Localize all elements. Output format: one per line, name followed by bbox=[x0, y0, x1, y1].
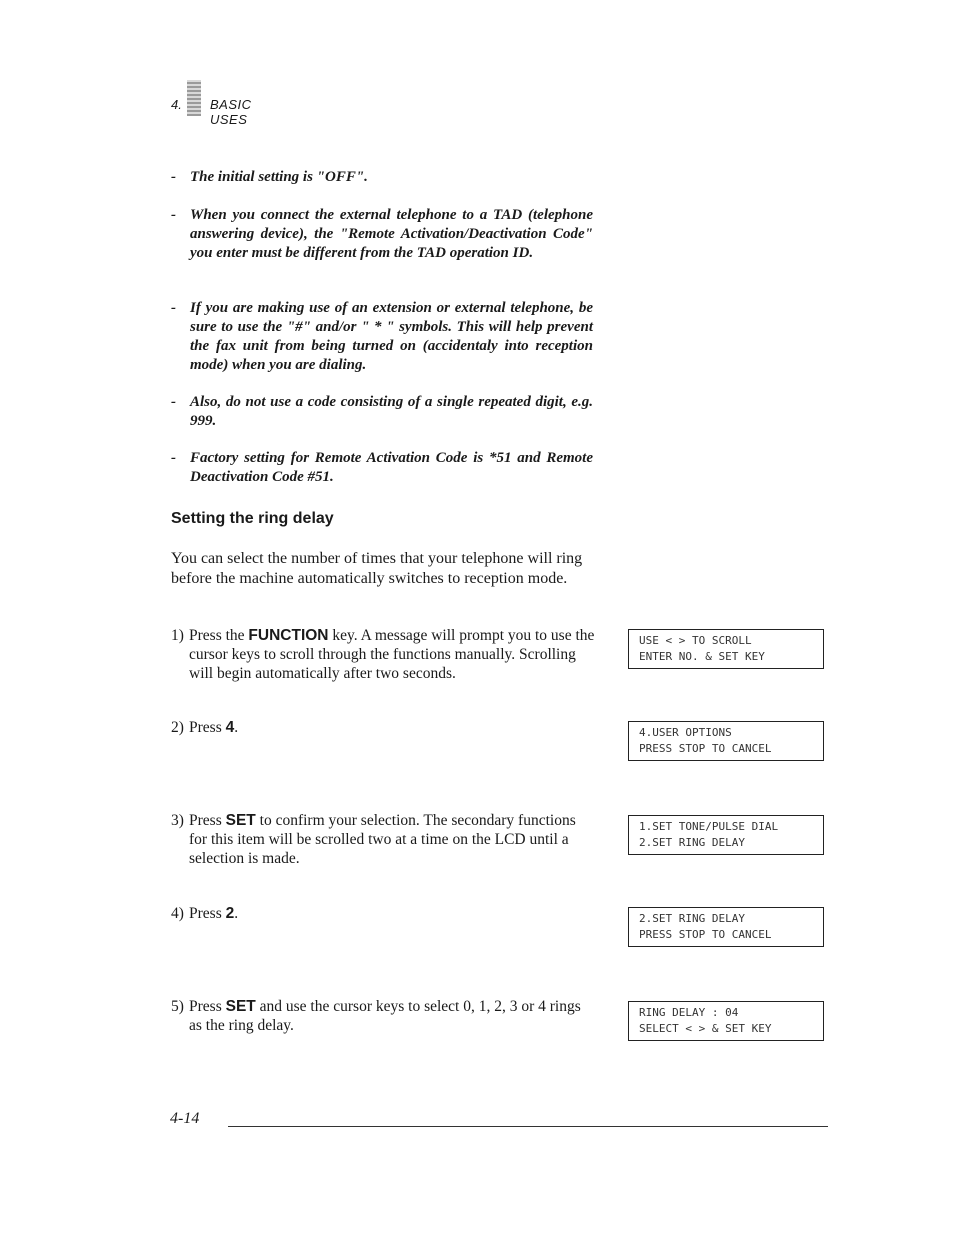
section-title: Setting the ring delay bbox=[171, 510, 334, 527]
lcd-line: USE < > TO SCROLL bbox=[639, 634, 752, 647]
note-text: Factory setting for Remote Activation Code is *51 and Remote Deactivation Code #51. bbox=[190, 450, 593, 485]
note-dash: - bbox=[171, 300, 176, 316]
note-item bbox=[171, 299, 593, 375]
lcd-display bbox=[628, 815, 824, 855]
lcd-line: 2.SET RING DELAY bbox=[639, 912, 745, 925]
key-name: 2 bbox=[225, 905, 235, 922]
note-item bbox=[171, 168, 593, 187]
lcd-line: SELECT < > & SET KEY bbox=[639, 1022, 772, 1035]
note-text: If you are making use of an extension or external telephone, be sure to use the "#" and/or " * " symbols. This will help prevent the fax unit from being turned on (accidentaly into reception mode) when you are dialing. bbox=[190, 300, 593, 373]
chapter-tab-marker bbox=[187, 80, 201, 116]
step-text: Press 2. bbox=[189, 905, 239, 922]
step-item bbox=[171, 718, 595, 737]
note-item bbox=[171, 206, 593, 263]
note-text: The initial setting is "OFF". bbox=[190, 169, 368, 185]
step-text: Press the FUNCTION key. A message will prompt you to use the cursor keys to scroll through the functions manually. Scrolling will begin automatically after two seconds. bbox=[189, 627, 595, 682]
lcd-display bbox=[628, 907, 824, 947]
chapter-number: 4. bbox=[171, 97, 182, 112]
note-dash: - bbox=[171, 207, 176, 223]
lcd-line: PRESS STOP TO CANCEL bbox=[639, 928, 772, 941]
lcd-display bbox=[628, 721, 824, 761]
note-text: Also, do not use a code consisting of a single repeated digit, e.g. 999. bbox=[190, 394, 593, 429]
step-item bbox=[171, 811, 595, 868]
note-text: When you connect the external telephone to a TAD (telephone answering device), the "Remote Activation/Deactivation Code" you enter must be different from the TAD operation ID. bbox=[190, 207, 593, 261]
footer-rule bbox=[228, 1126, 828, 1127]
key-name: SET bbox=[225, 812, 256, 829]
step-number: 2) bbox=[171, 719, 184, 736]
step-number: 3) bbox=[171, 812, 184, 829]
key-name: 4 bbox=[225, 719, 235, 736]
chapter-title: BASIC USES bbox=[210, 97, 252, 127]
note-dash: - bbox=[171, 450, 176, 466]
lcd-line: PRESS STOP TO CANCEL bbox=[639, 742, 772, 755]
lcd-line: ENTER NO. & SET KEY bbox=[639, 650, 765, 663]
note-dash: - bbox=[171, 394, 176, 410]
note-dash: - bbox=[171, 169, 176, 185]
lcd-line: 4.USER OPTIONS bbox=[639, 726, 732, 739]
key-name: SET bbox=[225, 998, 256, 1015]
note-item bbox=[171, 449, 593, 487]
step-item bbox=[171, 626, 595, 683]
lcd-display bbox=[628, 629, 824, 669]
step-number: 1) bbox=[171, 627, 184, 644]
step-text: Press 4. bbox=[189, 719, 239, 736]
section-intro: You can select the number of times that your telephone will ring before the machine automatically switches to reception mode. bbox=[171, 550, 583, 587]
step-item bbox=[171, 904, 595, 923]
note-item bbox=[171, 393, 593, 431]
lcd-line: RING DELAY : 04 bbox=[639, 1006, 739, 1019]
step-number: 5) bbox=[171, 998, 184, 1015]
step-text: Press SET and use the cursor keys to select 0, 1, 2, 3 or 4 rings as the ring delay. bbox=[189, 998, 581, 1034]
lcd-display bbox=[628, 1001, 824, 1041]
step-item bbox=[171, 997, 595, 1035]
lcd-line: 2.SET RING DELAY bbox=[639, 836, 745, 849]
key-name: FUNCTION bbox=[248, 627, 329, 644]
page-number: 4-14 bbox=[170, 1110, 200, 1127]
lcd-line: 1.SET TONE/PULSE DIAL bbox=[639, 820, 779, 833]
step-text: Press SET to confirm your selection. The secondary functions for this item will be scrolled two at a time on the LCD until a selection is made. bbox=[189, 812, 576, 867]
step-number: 4) bbox=[171, 905, 184, 922]
